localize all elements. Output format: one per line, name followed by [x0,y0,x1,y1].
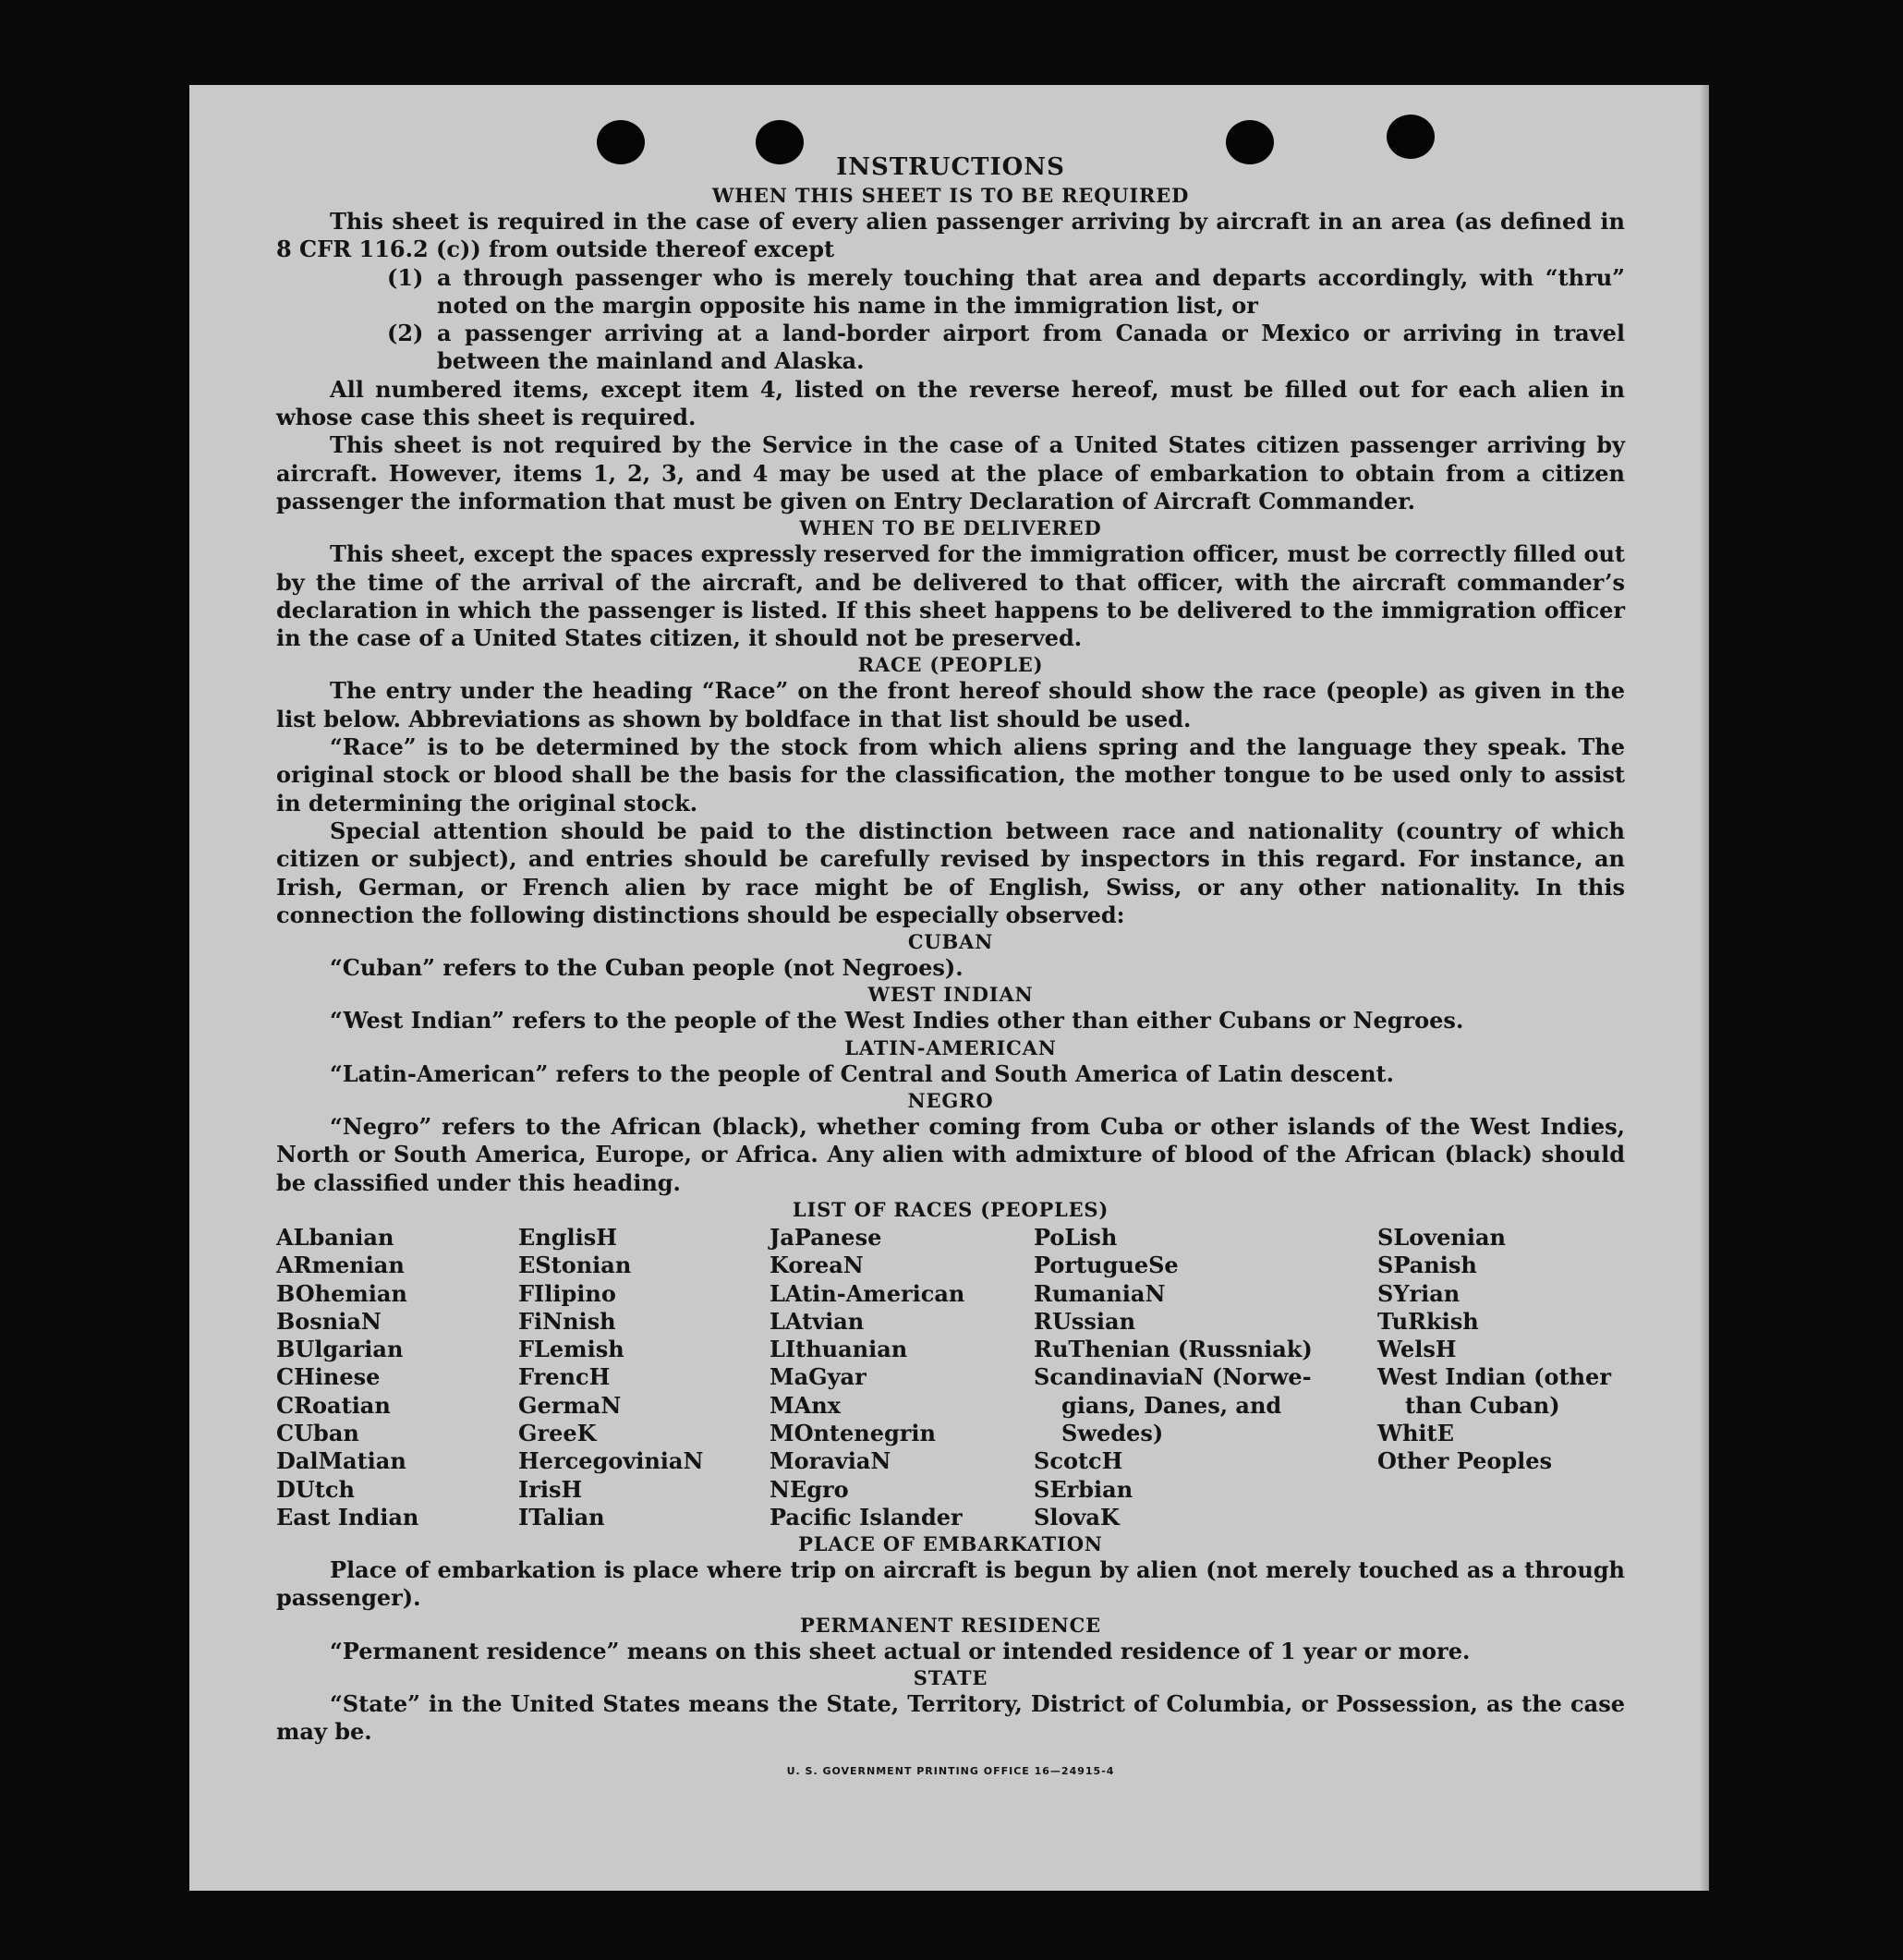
paragraph: “Cuban” refers to the Cuban people (not Negroes). [330,954,964,982]
race-entry: RuThenian (Russniak) [1034,1336,1313,1363]
section-heading-residence: PERMANENT RESIDENCE [800,1613,1101,1637]
race-entry: gians, Danes, and [1061,1391,1282,1419]
list-number: (2) [387,320,424,347]
section-heading-state: STATE [913,1666,988,1690]
race-entry: SYrian [1377,1279,1461,1307]
paragraph: “State” in the United States means the State, Territory, District of Columbia, or Possession, as the case may be. [276,1690,1625,1746]
printer-footer: U. S. GOVERNMENT PRINTING OFFICE 16—24915-4 [786,1764,1115,1777]
paragraph: This sheet, except the spaces expressly reserved for the immigration officer, must be correctly filled out by the time of the arrival of the aircraft, and be delivered to that officer, with the aircraft commander’s declaration in which the passenger is listed. If this sheet happens to be delivered to the immigration officer in the case of a United States citizen, it should not be preserved. [276,540,1625,652]
race-entry: CUban [276,1419,359,1446]
race-entry: SPanish [1377,1252,1477,1279]
race-entry: West Indian (other [1377,1363,1611,1391]
race-entry: DalMatian [276,1447,406,1475]
paragraph: “Race” is to be determined by the stock from which aliens spring and the language they speak. The original stock or blood shall be the basis for the classification, the mother tongue to be used only to assist in determining the original stock. [276,733,1625,817]
race-entry: TuRkish [1377,1307,1479,1335]
race-entry: East Indian [276,1503,419,1530]
race-entry: FrencH [518,1363,611,1391]
race-entry: RUssian [1034,1307,1136,1335]
race-entry: ScotcH [1034,1447,1123,1475]
race-entry: DUtch [276,1475,355,1503]
race-entry: EStonian [518,1252,632,1279]
paragraph: “Permanent residence” means on this sheet actual or intended residence of 1 year or more. [330,1637,1471,1664]
paragraph: The entry under the heading “Race” on the front hereof should show the race (people) as given in the list below. Abbreviations as shown by boldface in that list should be used. [276,677,1625,732]
races-column [276,1224,518,1531]
paragraph: This sheet is required in the case of every alien passenger arriving by aircraft in an area (as defined in 8 CFR 116.2 (c)) from outside thereof except [276,208,1625,263]
paragraph: “Latin-American” refers to the people of Central and South America of Latin descent. [330,1059,1394,1087]
races-column [1034,1224,1377,1531]
document-sheet [189,85,1709,1891]
race-entry: LIthuanian [770,1336,908,1363]
race-entry: SLovenian [1377,1223,1506,1251]
race-entry: FLemish [518,1336,624,1363]
races-list [276,1224,1625,1531]
section-heading-races-list: LIST OF RACES (PEOPLES) [792,1197,1109,1221]
section-heading-negro: NEGRO [907,1089,994,1113]
section-heading-latin-american: LATIN-AMERICAN [844,1035,1057,1059]
race-entry: JaPanese [770,1223,882,1251]
page-title: INSTRUCTIONS [836,153,1065,181]
race-entry: ScandinaviaN (Norwe- [1034,1363,1312,1391]
race-entry: LAtin-American [770,1279,965,1307]
section-heading-cuban: CUBAN [907,930,994,954]
races-column [518,1224,770,1531]
race-entry: ITalian [518,1503,605,1530]
race-entry: than Cuban) [1405,1391,1560,1419]
race-entry: MAnx [770,1391,841,1419]
race-entry: NEgro [770,1475,849,1503]
race-entry: MaGyar [770,1363,867,1391]
race-entry: SErbian [1034,1475,1133,1503]
race-entry: EnglisH [518,1223,617,1251]
list-item [387,264,1625,321]
race-entry: WelsH [1377,1336,1457,1363]
instructions-content [276,151,1625,1785]
race-entry: SlovaK [1034,1503,1120,1530]
race-entry: CRoatian [276,1391,391,1419]
race-entry: BosniaN [276,1307,382,1335]
section-heading-delivered: WHEN TO BE DELIVERED [799,516,1102,540]
paragraph: Special attention should be paid to the distinction between race and nationality (country of which citizen or subject), and entries should be carefully revised by inspectors in this regard. For instance, an Irish, German, or French alien by race might be of English, Swiss, or any other nationality. In this connection the following distinctions should be especially observed: [276,817,1625,928]
list-text: a through passenger who is merely touching that area and departs accordingly, with “thru” noted on the margin opposite his name in the immigration list, or [437,263,1625,319]
paragraph: All numbered items, except item 4, listed on the reverse hereof, must be filled out for each alien in whose case this sheet is required. [276,375,1625,431]
race-entry: ALbanian [276,1223,394,1251]
race-entry: MOntenegrin [770,1419,936,1446]
paragraph: Place of embarkation is place where trip on aircraft is begun by alien (not merely touched as a through passenger). [276,1556,1625,1612]
race-entry: CHinese [276,1363,381,1391]
section-heading-race: RACE (PEOPLE) [857,653,1044,677]
list-number: (1) [387,263,424,291]
race-entry: KoreaN [770,1252,864,1279]
race-entry: ARmenian [276,1252,405,1279]
races-column [1377,1224,1625,1531]
sheet-edge [1700,85,1709,1891]
race-entry: RumaniaN [1034,1279,1166,1307]
race-entry: Pacific Islander [770,1503,963,1530]
section-heading-embarkation: PLACE OF EMBARKATION [798,1532,1103,1556]
race-entry: FIlipino [518,1279,616,1307]
race-entry: Swedes) [1061,1419,1164,1446]
section-heading-required: WHEN THIS SHEET IS TO BE REQUIRED [711,184,1190,207]
race-entry: LAtvian [770,1307,865,1335]
race-entry: IrisH [518,1475,583,1503]
paragraph: “Negro” refers to the African (black), whether coming from Cuba or other islands of the West Indies, North or South America, Europe, or Africa. Any alien with admixture of blood of the African (black) should be classified under this heading. [276,1113,1625,1196]
race-entry: GermaN [518,1391,622,1419]
list-item [387,320,1625,376]
race-entry: FiNnish [518,1307,616,1335]
race-entry: PortugueSe [1034,1252,1179,1279]
race-entry: Other Peoples [1377,1447,1553,1475]
list-text: a passenger arriving at a land-border airport from Canada or Mexico or arriving in travel between the mainland and Alaska. [437,320,1625,375]
race-entry: BUlgarian [276,1336,404,1363]
races-column [770,1224,1034,1531]
paragraph: “West Indian” refers to the people of the West Indies other than either Cubans or Negroes. [330,1007,1464,1034]
race-entry: PoLish [1034,1223,1118,1251]
race-entry: GreeK [518,1419,597,1446]
race-entry: BOhemian [276,1279,407,1307]
paragraph: This sheet is not required by the Service in the case of a United States citizen passenger arriving by aircraft. However, items 1, 2, 3, and 4 may be used at the place of embarkation to obtain from a citizen passenger the information that must be given on Entry Declaration of Aircraft Commander. [276,431,1625,514]
race-entry: MoraviaN [770,1447,891,1475]
race-entry: WhitE [1377,1419,1454,1446]
section-heading-west-indian: WEST INDIAN [867,983,1034,1007]
race-entry: HercegoviniaN [518,1447,704,1475]
